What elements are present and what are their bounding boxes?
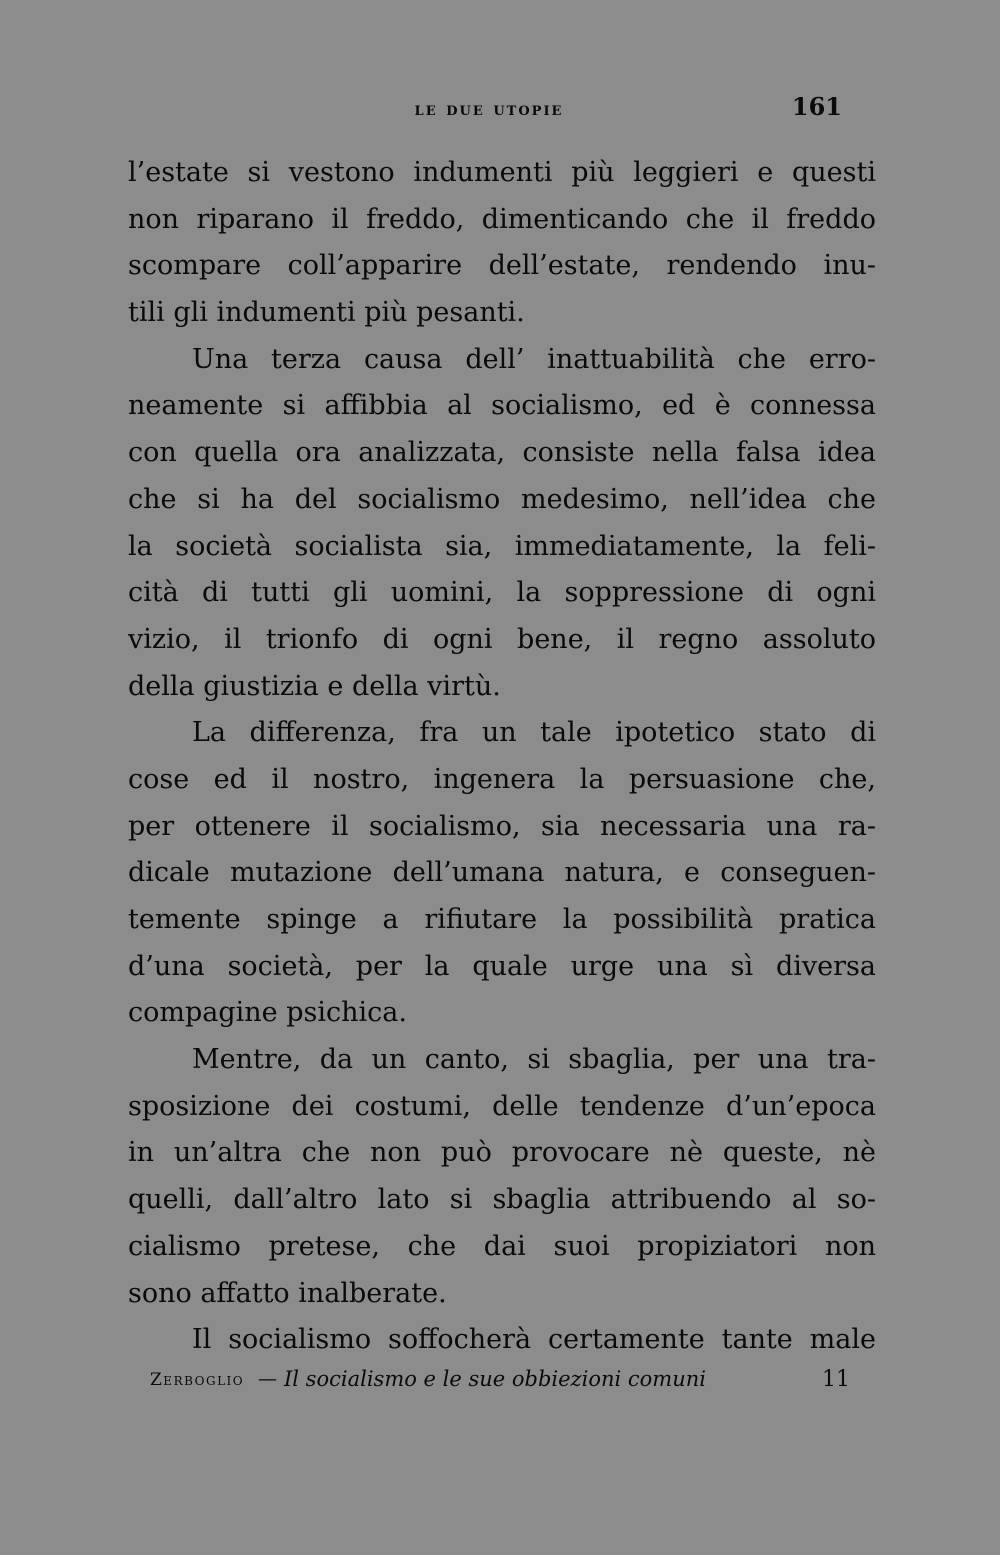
footer-dash: — (258, 1368, 277, 1390)
signature-mark: 11 (822, 1367, 850, 1392)
page-number: 161 (791, 92, 842, 121)
text-line: cose ed il nostro, ingenera la persuasione che, (128, 763, 876, 795)
text-line: l’estate si vestono indumenti più leggieri e questi (128, 157, 876, 188)
running-title: le due utopie (414, 98, 564, 120)
paragraph-first-line: La differenza, fra un tale ipotetico stato di (192, 717, 876, 749)
text-line: d’una società, per la quale urge una sì diversa (128, 950, 876, 982)
text-line: per ottenere il socialismo, sia necessaria una ra- (128, 810, 876, 842)
running-header (128, 92, 850, 126)
text-line: in un’altra che non può provocare nè queste, nè (128, 1137, 876, 1169)
text-line: temente spinge a rifiutare la possibilità pratica (128, 904, 876, 935)
text-line: compagine psichica. (128, 997, 407, 1029)
text-line: sono affatto inalberate. (128, 1277, 447, 1309)
text-line: della giustizia e della virtù. (128, 670, 501, 702)
signature-footer (150, 1364, 850, 1398)
text-line: con quella ora analizzata, consiste nella falsa idea (128, 437, 876, 469)
text-line: vizio, il trionfo di ogni bene, il regno assoluto (128, 623, 876, 655)
paragraph-first-line: Una terza causa dell’ inattuabilità che erro- (192, 343, 876, 375)
text-line: tili gli indumenti più pesanti. (128, 297, 525, 329)
text-line: che si ha del socialismo medesimo, nell’idea che (128, 483, 876, 515)
text-line: non riparano il freddo, dimenticando che il freddo (128, 203, 876, 235)
text-line: la società socialista sia, immediatamente, la feli- (128, 530, 876, 562)
text-line: sposizione dei costumi, delle tendenze d’un’epoca (128, 1090, 876, 1122)
paragraph-first-line: Il socialismo soffocherà certamente tante male (192, 1324, 876, 1356)
footer-book-title: Il socialismo e le sue obbiezioni comuni (284, 1367, 706, 1391)
text-line: neamente si affibbia al socialismo, ed è connessa (128, 390, 876, 422)
text-line: scompare coll’apparire dell’estate, rendendo inu- (128, 250, 876, 282)
text-line: quelli, dall’altro lato si sbaglia attribuendo al so- (128, 1184, 876, 1216)
footer-author: Zerboglio (150, 1370, 245, 1390)
text-line: cialismo pretese, che dai suoi propiziatori non (128, 1230, 876, 1262)
text-line: cità di tutti gli uomini, la soppressione di ogni (128, 577, 876, 609)
paragraph-first-line: Mentre, da un canto, si sbaglia, per una tra- (192, 1044, 876, 1076)
body-text (128, 150, 876, 1364)
text-line: dicale mutazione dell’umana natura, e conseguen- (128, 857, 876, 889)
